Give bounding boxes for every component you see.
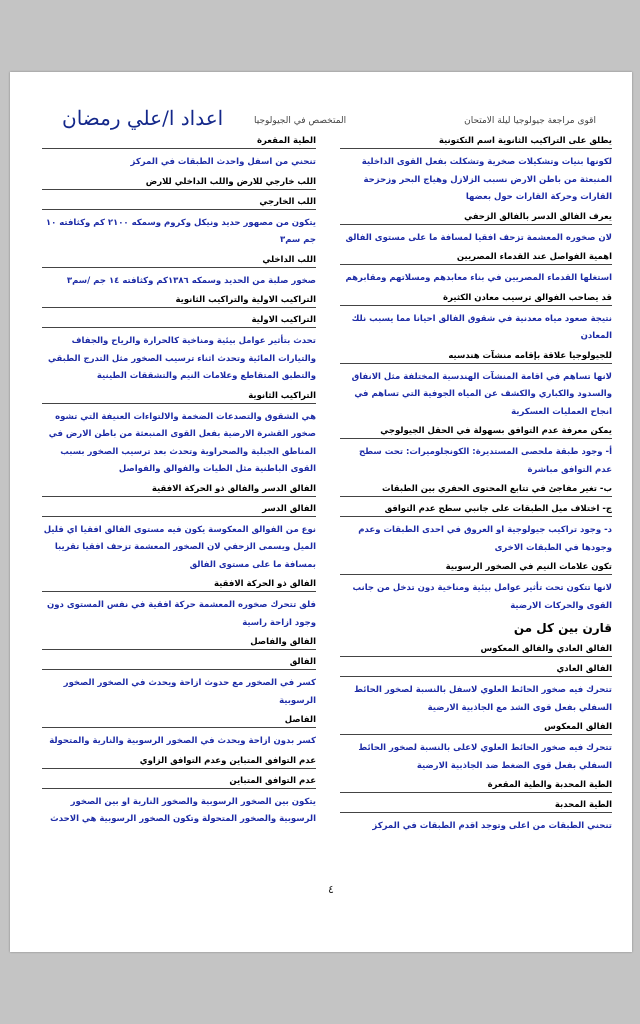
answer-text: تنحني الطبقات من اعلى وتوجد اقدم الطبقات في المركز — [372, 821, 612, 831]
answer-text: أ- وجود طبقة ملحصى المستديرة: الكونجلوميرات: تحت سطح عدم التوافق مباشرة — [358, 447, 612, 475]
answer-text: لكونها بنيات وتشكيلات صخرية وتشكلت بفعل القوى الداخلية المنبعثة من باطن الارض نسبب الزلازل وهياج البحر وزحزحة القارات وحركة القارات حول بعضها — [361, 157, 612, 202]
question-heading: الفالق والفاصل — [42, 635, 316, 650]
qa-block — [340, 618, 612, 638]
question-heading: اللب خارجي للارض واللب الداخلي للارض — [42, 175, 316, 190]
qa-block — [42, 655, 316, 710]
answer-text: تتحرك فيه صخور الحائط العلوي لاعلى بالنسبة لصخور الحائط السفلي بفعل قوى الضغط ضد الجاذبية الارضية — [358, 743, 612, 771]
question-heading: الفالق المعكوس — [340, 720, 612, 735]
author-name: اعداد ا/علي رمضان — [62, 106, 224, 130]
question-heading: اهمية الفواصل عند القدماء المصريين — [340, 250, 612, 265]
question-heading: الفالق الدسر والفالق ذو الحركة الافقية — [42, 482, 316, 497]
qa-block — [340, 424, 612, 479]
qa-block — [340, 560, 612, 615]
answer-text: تحدث بتأثير عوامل بيئية ومناخية كالحرارة والرياح والجفاف والتيارات المائية وتحدث اثناء ترسيب الصخور مثل التدرج الطبقي والتطبق المتقاطع وعلامات النيم والتشققات الطينية — [47, 336, 316, 381]
question-heading: يطلق على التراكيب الثانوية اسم التكتونية — [340, 134, 612, 149]
answer-text: استغلها القدماء المصريين في بناء معابدهم ومسلاتهم ومقابرهم — [345, 273, 612, 283]
answer-text: نوع من الفوالق المعكوسة يكون فيه مستوى الفالق افقيا اي قليل الميل ويسمى الزحفي لان الصخور المعشمة تزحف افقيا تقريبا بمسافة ما على مستوى الفالق — [43, 524, 316, 570]
qa-block — [340, 250, 612, 288]
question-heading: عدم التوافق المتباين وعدم التوافق الزاوي — [42, 754, 316, 769]
question-heading: اللب الداخلي — [42, 253, 316, 268]
qa-block — [340, 798, 612, 836]
question-heading: الفالق — [42, 655, 316, 670]
answer-text: فلق تتحرك صخوره المعشمة حركة افقية في نفس المستوى دون وجود ازاحة راسية — [46, 600, 316, 628]
section-heading: قارن بين كل من — [513, 621, 612, 635]
qa-block — [340, 502, 612, 557]
qa-block — [340, 642, 612, 657]
answer-text: تنحني من اسفل واحدث الطبقات في المركز — [130, 157, 316, 167]
document-title: اقوى مراجعة جيولوجيا ليلة الامتحان — [464, 116, 596, 126]
qa-block — [340, 778, 612, 793]
qa-block — [42, 293, 316, 308]
question-heading: الفاصل — [42, 713, 316, 728]
question-heading: التراكيب الاولية — [42, 313, 316, 328]
answer-text: لانها تساهم في اقامة المنشآت الهندسية المختلفة مثل الانفاق والسدود والكباري والكشف عن المياه الجوفية التي تساهم في انجاح العمليات العسكرية — [351, 371, 612, 417]
answer-text: يتكون من مصهور حديد ونيكل وكروم وسمكه ٢١٠٠ كم وكثافته ١٠ جم سم٣ — [45, 217, 316, 245]
question-heading: يمكن معرفة عدم التوافق بسهولة في الحقل الجيولوجي — [340, 424, 612, 439]
question-heading: الطية المحدبة — [340, 798, 612, 813]
specialist-label: المتخصص في الجيولوجيا — [254, 116, 347, 126]
question-heading: ج- اختلاف ميل الطبقات على جانبي سطح عدم التوافق — [340, 502, 612, 517]
qa-block — [42, 175, 316, 190]
qa-block — [42, 313, 316, 386]
qa-block — [42, 774, 316, 829]
answer-text: يتكون بين الصخور الرسوبية والصخور النارية او بين الصخور الرسوبية والصخور المتحولة وتكون الصخور الرسوبية هي الاحدث — [50, 796, 316, 824]
qa-block — [42, 713, 316, 751]
question-heading: الطية المحدبة والطية المقعرة — [340, 778, 612, 793]
answer-text: صخور صلبة من الحديد وسمكه ١٣٨٦كم وكثافته ١٤ جم /سم٣ — [66, 275, 316, 286]
question-heading: عدم التوافق المتباين — [42, 774, 316, 789]
question-heading: للجيولوجيا علاقة بإقامه منشآت هندسيه — [340, 349, 612, 364]
qa-block — [42, 134, 316, 172]
right-column — [340, 134, 612, 839]
left-column — [42, 134, 316, 832]
document-page — [10, 72, 632, 952]
answer-text: كسر بدون ازاحة ويحدث في الصخور الرسوبية والنارية والمتحولة — [49, 736, 316, 746]
qa-block — [340, 134, 612, 207]
page-number: ٤ — [328, 883, 334, 896]
qa-block — [42, 754, 316, 769]
qa-block — [42, 635, 316, 650]
question-heading: ب- تغير مفاجئ في تتابع المحتوى الحفري بين الطبقات — [340, 482, 612, 497]
question-heading: الفالق الدسر — [42, 502, 316, 517]
question-heading: تكون علامات النيم في الصخور الرسوبية — [340, 560, 612, 575]
question-heading: يعرف الفالق الدسر بالفالق الزحفي — [340, 210, 612, 225]
qa-block — [340, 349, 612, 422]
answer-text: نتيجة صعود مياه معدنية في شقوق الفالق احيانا مما يسبب نلك المعادن — [351, 313, 612, 341]
question-heading: اللب الخارجي — [42, 195, 316, 210]
answer-text: هي الشقوق والتصدعات الضخمة والالتواءات العنيفة التي تشوه صخور القشرة الارضية بفعل القوى المنبعثة من باطن الارض في المناطق الجبلية والصحراوية وتحدث بعد ترسيب الصخور بسبب القوى الباطنية مثل الطيات والفوالق والفواصل — [48, 411, 316, 474]
question-heading: التراكيب الثانوية — [42, 389, 316, 404]
qa-block — [340, 482, 612, 497]
qa-block — [340, 720, 612, 775]
qa-block — [42, 482, 316, 497]
answer-text: لان صخوره المعشمة تزحف افقيا لمسافة ما على مستوى الفالق — [345, 232, 612, 243]
question-heading: الفالق العادي والفالق المعكوس — [340, 642, 612, 657]
qa-block — [340, 662, 612, 717]
qa-block — [340, 291, 612, 346]
question-heading: الفالق ذو الحركة الافقية — [42, 577, 316, 592]
qa-block — [42, 389, 316, 479]
qa-block — [340, 210, 612, 248]
question-heading: الفالق العادي — [340, 662, 612, 677]
qa-block — [42, 195, 316, 250]
question-heading: التراكيب الاولية والتراكيب الثانوية — [42, 293, 316, 308]
qa-block — [42, 502, 316, 575]
question-heading: الطية المقعرة — [42, 134, 316, 149]
answer-text: تتحرك فيه صخور الحائط العلوي لاسفل بالنسبة لصخور الحائط السفلي بفعل قوى الشد مع الجاذبية الارضية — [354, 685, 612, 713]
question-heading: قد يصاحب الفوالق ترسيب معادن الكثيرة — [340, 291, 612, 306]
qa-block — [42, 577, 316, 632]
qa-block — [42, 253, 316, 291]
answer-text: د- وجود تراكيب جيولوجية او العروق في احدى الطبقات وعدم وجودها في الطبقات الاخرى — [358, 525, 612, 553]
answer-text: لانها تتكون تحت تأثير عوامل بيئية ومناخية دون تدخل من جانب القوى والحركات الارضية — [352, 583, 612, 611]
answer-text: كسر في الصخور مع حدوث ازاحة ويحدث في الصخور الصخور الرسوبية — [63, 678, 316, 706]
